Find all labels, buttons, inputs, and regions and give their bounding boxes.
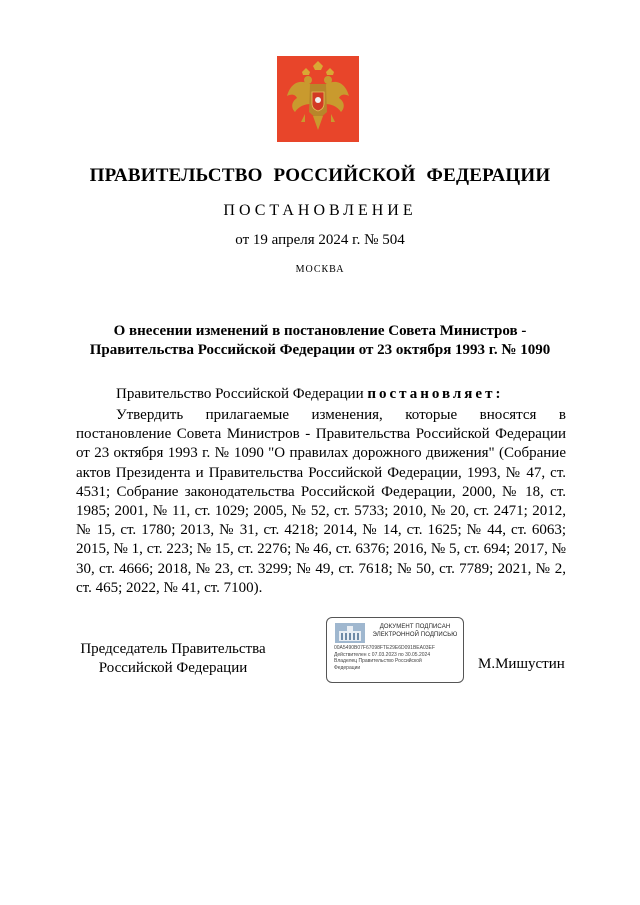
decree-lead: Правительство Российской Федерации — [116, 386, 368, 402]
decree-verb: постановляет: — [367, 386, 504, 402]
government-building-icon — [335, 623, 365, 643]
document-subject: О внесении изменений в постановление Совета Министров - Правительства Российской Федерации от 23 октября 1993 г. № 1090 — [89, 323, 551, 358]
decree-line — [116, 386, 503, 403]
stamp-title-line1: ДОКУМЕНТ ПОДПИСАН — [379, 624, 451, 630]
signer-position-line1: Председатель Правительства — [80, 641, 266, 657]
coat-of-arms-icon — [277, 56, 359, 142]
stamp-details — [334, 645, 460, 671]
document-date-number: от 19 апреля 2024 г. № 504 — [235, 232, 405, 248]
signer-position-line2: Российской Федерации — [98, 660, 248, 676]
stamp-owner-line2: Федерации — [334, 664, 361, 671]
document-city: МОСКВА — [295, 264, 345, 275]
signer-position — [78, 640, 268, 678]
signer-name: М.Мишустин — [478, 656, 565, 672]
stamp-serial: 00A5490B07F67098FTE29E6D091BEA03EF — [334, 645, 435, 651]
stamp-validity: Действителен с 07.03.2023 по 30.05.2024 — [334, 651, 431, 658]
stamp-title-line2: ЭЛЕКТРОННОЙ ПОДПИСЬЮ — [372, 632, 458, 638]
document-type: ПОСТАНОВЛЕНИЕ — [223, 202, 417, 219]
stamp-owner-line1: Владелец Правительство Российской — [334, 658, 422, 664]
electronic-signature-stamp — [326, 617, 464, 683]
document-body: Утвердить прилагаемые изменения, которые вносятся в постановление Совета Министров - Правительства Российской Федерации от 23 октября 1993 г. № 1090 "О правилах дорожного движения" (Собрание актов Президента и Правительства Российской Федерации, 1993, № 47, ст. 4531; Собрание законодательства Российской Федерации, 2000, № 18, ст. 1985; 2001, № 11, ст. 1029; 2005, № 52, ст. 5733; 2010, № 20, ст. 2471; 2012, № 15, ст. 1780; 2013, № 31, ст. 4218; 2014, № 14, ст. 1625; № 44, ст. 6063; 2015, № 1, ст. 223; № 15, ст. 2276; № 46, ст. 6376; 2016, № 5, ст. 694; 2017, № 30, ст. 4666; 2018, № 23, ст. 3299; № 49, ст. 7618; № 50, ст. 7789; 2021, № 2, ст. 465; 2022, № 41, ст. 7100). — [76, 407, 566, 596]
government-title: ПРАВИТЕЛЬСТВО РОССИЙСКОЙ ФЕДЕРАЦИИ — [89, 165, 551, 186]
